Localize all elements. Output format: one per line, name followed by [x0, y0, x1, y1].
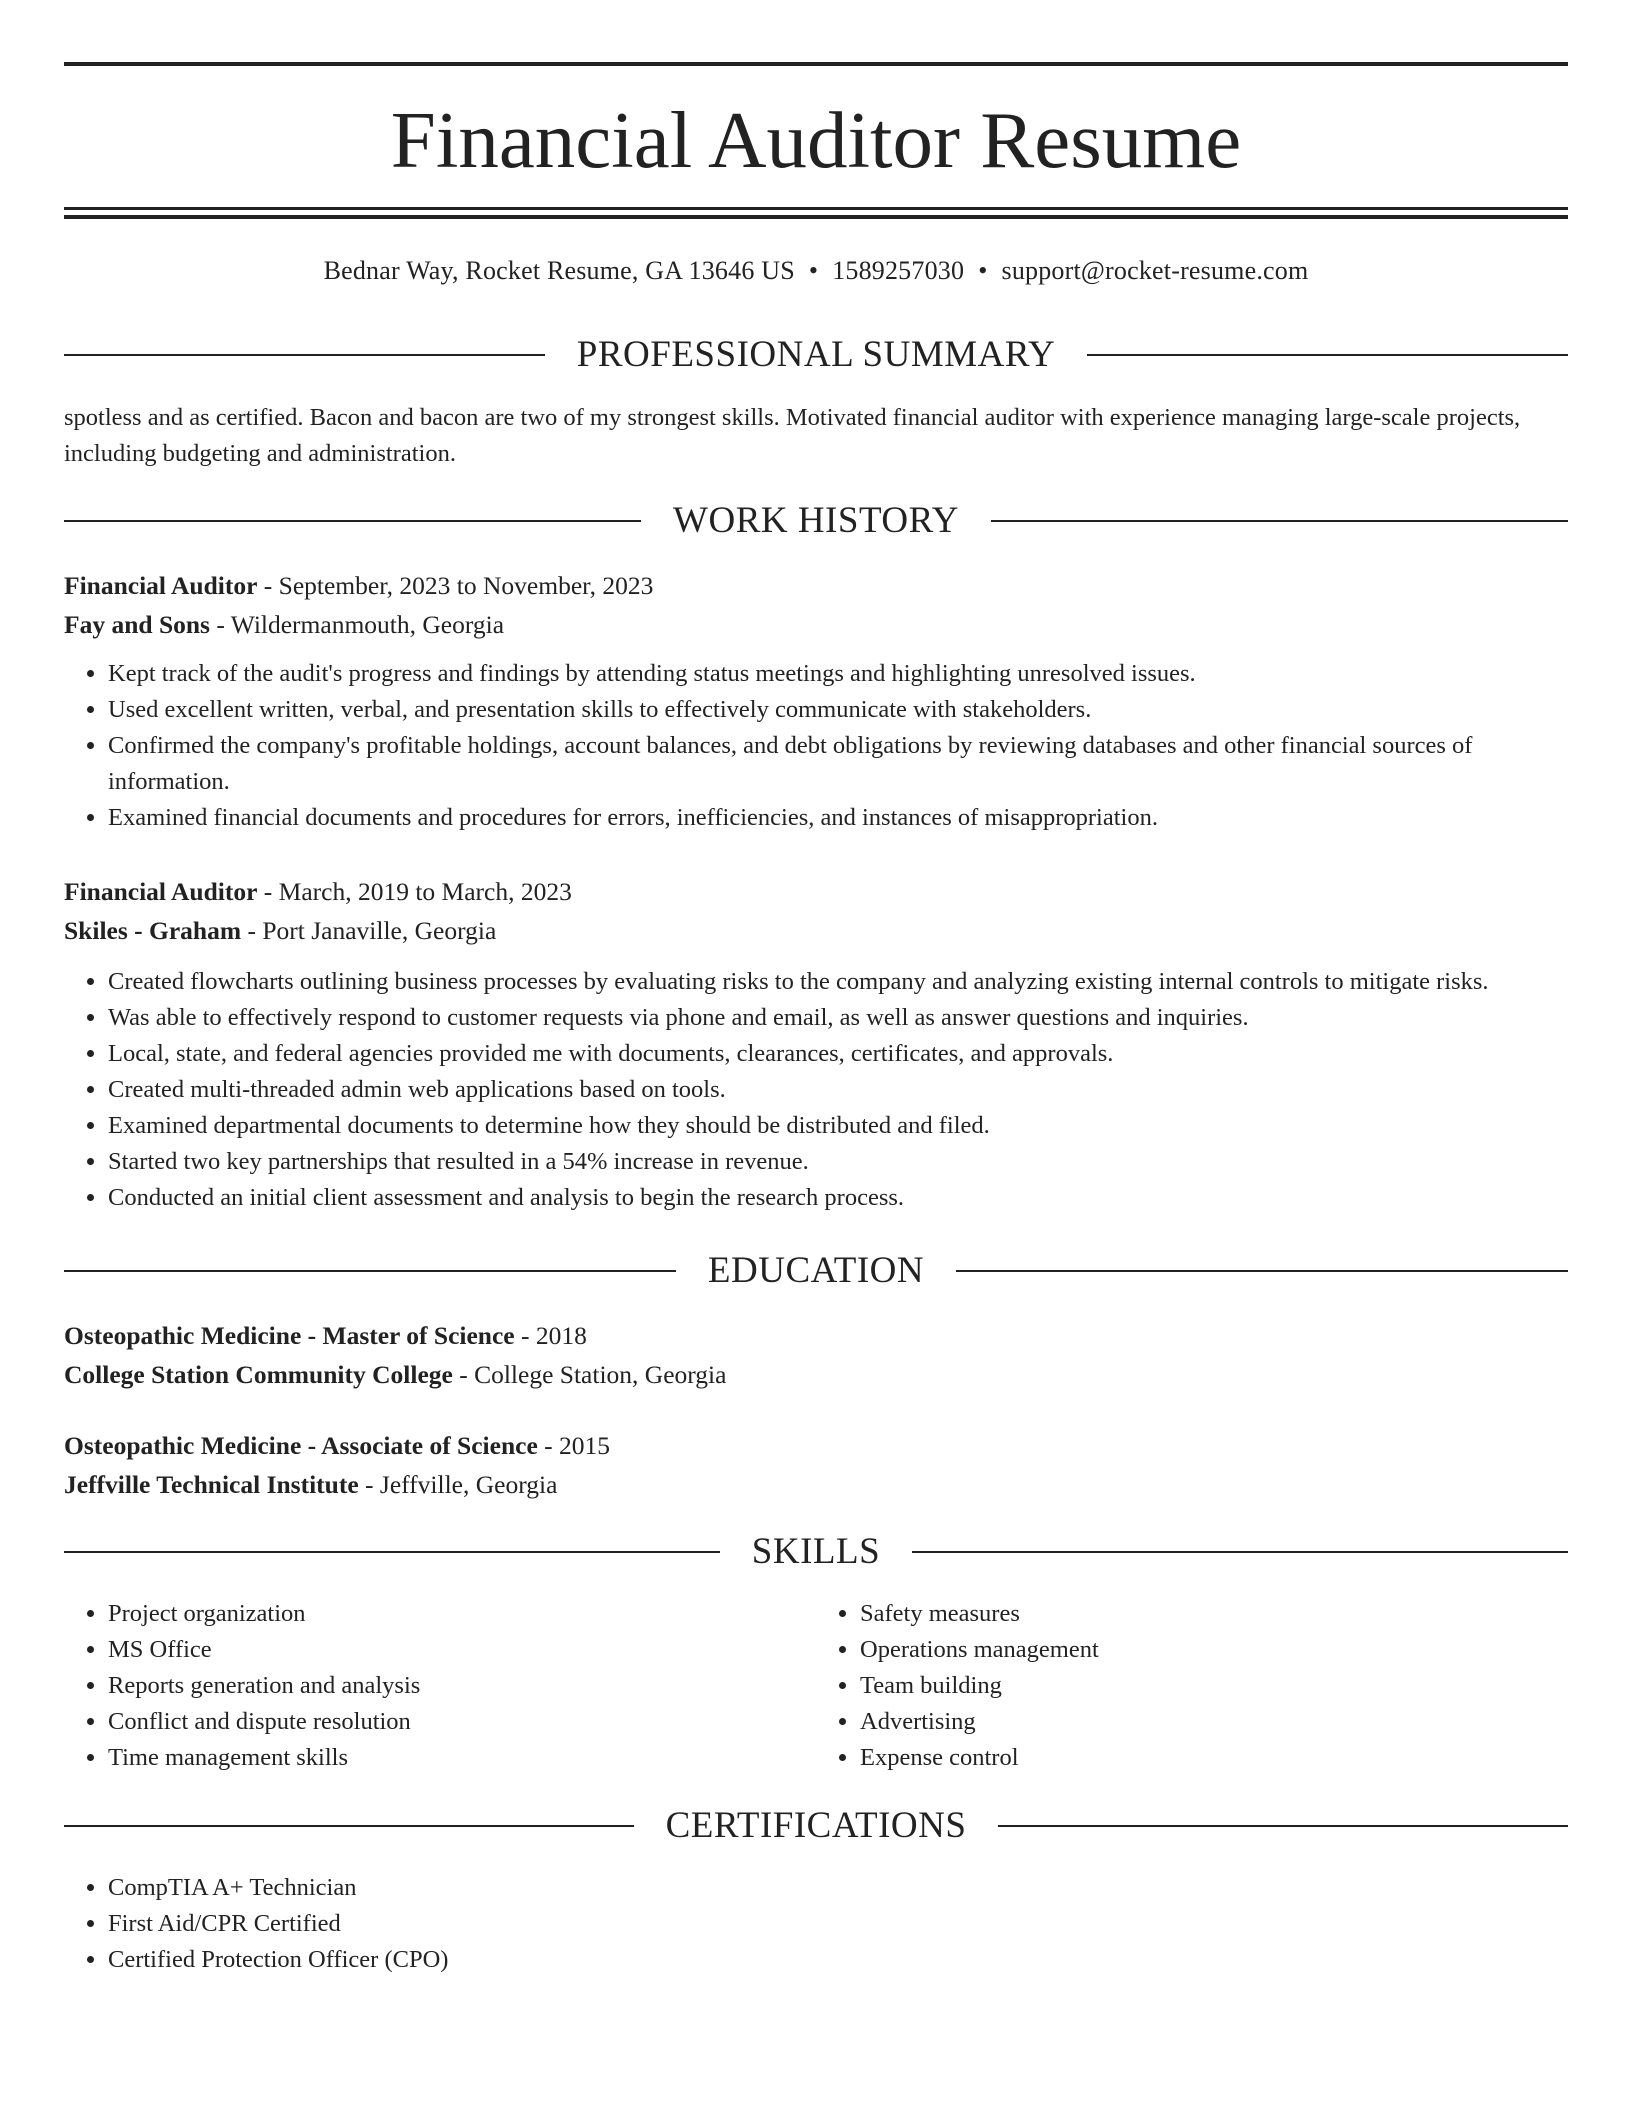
school-line: [64, 1465, 1568, 1504]
section-title: EDUCATION: [707, 1250, 925, 1291]
divider: [64, 354, 545, 356]
school: Jeffville Technical Institute: [64, 1470, 359, 1499]
school: College Station Community College: [64, 1360, 453, 1389]
job-title: Financial Auditor: [64, 571, 258, 600]
education-entry: [64, 1426, 1568, 1504]
certifications-list: [64, 1870, 1568, 1978]
divider: [64, 1825, 634, 1827]
job-title-line: [64, 566, 1568, 605]
school-location: - College Station, Georgia: [452, 1360, 727, 1389]
section-title: CERTIFICATIONS: [665, 1805, 967, 1846]
list-item: • Certified Protection Officer (CPO): [108, 1942, 1568, 1978]
list-item: • Created flowcharts outlining business processes by evaluating risks to the company and analyzing existing internal controls to mitigate risks.: [108, 964, 1568, 1000]
title-double-rule: [64, 207, 1568, 219]
degree-year: - 2018: [514, 1321, 587, 1350]
summary-text: spotless and as certified. Bacon and bacon are two of my strongest skills. Motivated financial auditor with experience managing large-scale projects, including budgeting and administration.: [64, 404, 1521, 467]
job-title-line: [64, 872, 1568, 911]
list-item: • Operations management: [860, 1632, 1568, 1668]
section-heading-education: [64, 1248, 1568, 1294]
divider: [991, 520, 1568, 522]
job-location: - Wildermanmouth, Georgia: [209, 610, 505, 639]
section-heading-summary: [64, 332, 1568, 378]
job-entry: [64, 872, 1568, 1216]
section-heading-skills: [64, 1529, 1568, 1575]
divider: [64, 520, 641, 522]
divider: [998, 1825, 1568, 1827]
section-title: PROFESSIONAL SUMMARY: [576, 334, 1056, 375]
divider: [64, 1270, 676, 1272]
list-item: • MS Office: [108, 1632, 816, 1668]
list-item: • Started two key partnerships that resulted in a 54% increase in revenue.: [108, 1144, 1568, 1180]
contact-phone: 1589257030: [832, 256, 965, 285]
section-heading-work: [64, 498, 1568, 544]
job-company-line: [64, 605, 1568, 644]
top-rule: [64, 62, 1568, 66]
list-item: • Safety measures: [860, 1596, 1568, 1632]
job-dates: - September, 2023 to November, 2023: [257, 571, 654, 600]
list-item: • Reports generation and analysis: [108, 1668, 816, 1704]
job-company: Fay and Sons: [64, 610, 210, 639]
divider: [1087, 354, 1568, 356]
job-title: Financial Auditor: [64, 877, 258, 906]
degree-line: [64, 1426, 1568, 1465]
section-title: SKILLS: [751, 1531, 881, 1572]
list-item: • Expense control: [860, 1740, 1568, 1776]
school-location: - Jeffville, Georgia: [358, 1470, 558, 1499]
degree-year: - 2015: [537, 1431, 611, 1460]
list-item: • Project organization: [108, 1596, 816, 1632]
list-item: • Used excellent written, verbal, and presentation skills to effectively communicate with stakeholders.: [108, 692, 1568, 728]
list-item: • Kept track of the audit's progress and findings by attending status meetings and highlighting unresolved issues.: [108, 656, 1568, 692]
list-item: • Confirmed the company's profitable holdings, account balances, and debt obligations by reviewing databases and other financial sources of information.: [108, 728, 1568, 800]
contact-separator: •: [808, 256, 819, 285]
divider: [64, 1551, 720, 1553]
section-heading-certifications: [64, 1803, 1568, 1849]
divider: [912, 1551, 1568, 1553]
skills-column-right: [816, 1596, 1568, 1776]
job-company: Skiles - Graham: [64, 916, 242, 945]
degree-line: [64, 1316, 1568, 1355]
list-item: • Team building: [860, 1668, 1568, 1704]
job-company-line: [64, 911, 1568, 950]
contact-separator: •: [978, 256, 988, 285]
list-item: • Conflict and dispute resolution: [108, 1704, 816, 1740]
contact-line: [64, 252, 1568, 290]
list-item: • Conducted an initial client assessment and analysis to begin the research process.: [108, 1180, 1568, 1216]
list-item: • Local, state, and federal agencies provided me with documents, clearances, certificates, and approvals.: [108, 1036, 1568, 1072]
contact-email: support@rocket-resume.com: [1001, 256, 1309, 285]
skills-list: [64, 1596, 1568, 1776]
education-entry: [64, 1316, 1568, 1394]
list-item: • Examined departmental documents to determine how they should be distributed and filed.: [108, 1108, 1568, 1144]
list-item: • Created multi-threaded admin web applications based on tools.: [108, 1072, 1568, 1108]
divider: [956, 1270, 1568, 1272]
list-item: • CompTIA A+ Technician: [108, 1870, 1568, 1906]
list-item: • First Aid/CPR Certified: [108, 1906, 1568, 1942]
list-item: • Examined financial documents and procedures for errors, inefficiencies, and instances of misappropriation.: [108, 800, 1568, 836]
list-item: • Was able to effectively respond to customer requests via phone and email, as well as answer questions and inquiries.: [108, 1000, 1568, 1036]
list-item: • Time management skills: [108, 1740, 816, 1776]
section-title: WORK HISTORY: [673, 500, 959, 541]
certifications-bullets: [64, 1870, 1568, 1978]
school-line: [64, 1355, 1568, 1394]
degree: Osteopathic Medicine - Associate of Science: [64, 1431, 538, 1460]
resume-title: Financial Auditor Resume: [390, 95, 1242, 185]
contact-address: Bednar Way, Rocket Resume, GA 13646 US: [323, 256, 795, 285]
degree: Osteopathic Medicine - Master of Science: [64, 1321, 515, 1350]
job-entry: [64, 566, 1568, 836]
job-location: - Port Janaville, Georgia: [241, 916, 497, 945]
job-bullets: [64, 656, 1568, 836]
job-bullets: [64, 964, 1568, 1216]
skills-column-left: [64, 1596, 816, 1776]
job-dates: - March, 2019 to March, 2023: [257, 877, 572, 906]
list-item: • Advertising: [860, 1704, 1568, 1740]
